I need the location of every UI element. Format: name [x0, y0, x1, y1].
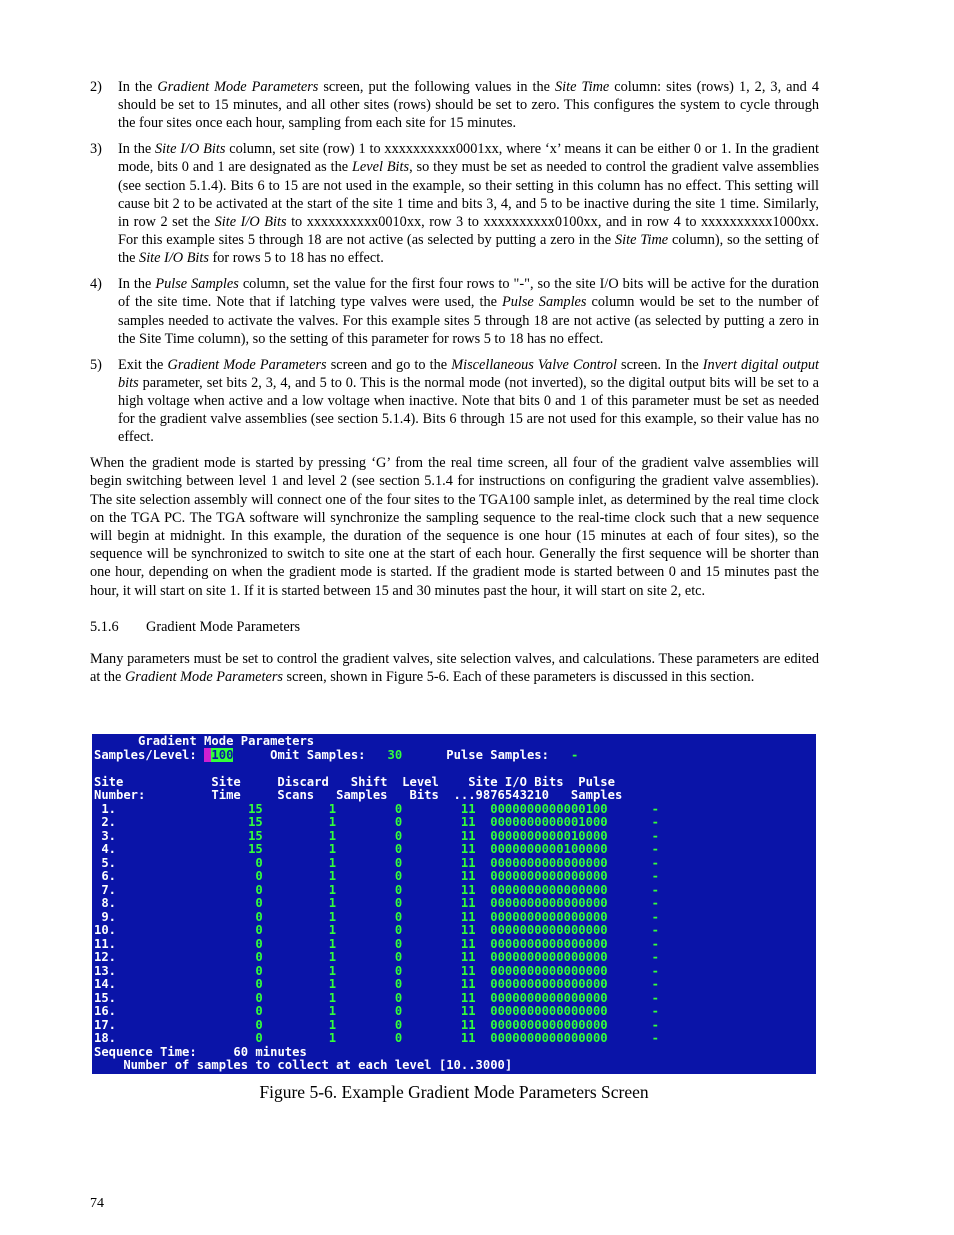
site-number: 9. — [94, 909, 117, 924]
page-number: 74 — [90, 1196, 104, 1211]
site-time: 0 — [116, 1017, 263, 1032]
site-io-bits: 0000000000000000 — [475, 923, 608, 937]
omit-samples-value: 30 — [387, 747, 403, 762]
level-bits: 11 — [402, 1004, 476, 1018]
shift-samples: 0 — [336, 842, 403, 856]
site-io-bits: 0000000000000000 — [475, 1004, 608, 1018]
site-io-bits: 0000000000010000 — [475, 828, 608, 843]
pulse-samples: - — [607, 1031, 660, 1045]
step-number: 3) — [90, 141, 102, 158]
discard-scans: 1 — [262, 923, 337, 937]
terminal-line — [94, 843, 659, 857]
shift-samples: 0 — [336, 950, 403, 964]
terminal-line — [94, 884, 659, 898]
terminal-line — [94, 789, 659, 803]
pulse-samples: - — [607, 855, 660, 870]
site-time: 15 — [116, 842, 263, 856]
site-io-bits: 0000000000000000 — [475, 909, 608, 924]
text-run: In the — [118, 276, 156, 293]
terminal-line — [94, 1019, 659, 1033]
terminal-line — [94, 978, 659, 992]
discard-scans: 1 — [262, 990, 337, 1005]
italic-term: Site I/O Bits — [139, 250, 209, 267]
shift-samples: 0 — [336, 882, 403, 897]
terminal-text-run — [94, 761, 101, 775]
step-number: 5) — [90, 356, 102, 373]
site-number: 3. — [94, 828, 117, 843]
italic-term: Site Time — [555, 79, 610, 95]
italic-term: Site Time — [615, 232, 669, 249]
text-run: column: sites (rows) 1, 2, 3, and 4 should be set to 15 minutes, and all other sites (rows) should be set to zero. This configures the system to cycle through the four sites once each hour, sampling from each site for 15 minutes. — [118, 79, 819, 132]
terminal-line — [94, 992, 659, 1006]
discard-scans: 1 — [262, 815, 337, 829]
discard-scans: 1 — [262, 1031, 337, 1045]
site-number: 7. — [94, 882, 117, 897]
terminal-line — [94, 762, 659, 776]
shift-samples: 0 — [336, 801, 403, 816]
step-item — [90, 78, 819, 133]
site-number: 12. — [94, 950, 117, 964]
site-time: 0 — [116, 882, 263, 897]
site-io-bits: 0000000000000000 — [475, 936, 608, 951]
site-io-bits: 0000000000000000 — [475, 950, 608, 964]
discard-scans: 1 — [262, 828, 337, 843]
shift-samples: 0 — [336, 990, 403, 1005]
shift-samples: 0 — [336, 963, 403, 978]
discard-scans: 1 — [262, 896, 337, 910]
text-run: , so they must be set as needed to control the gradient valve assemblies (see section 5.1.4). Bits 6 to 15 are not used in the example, so their setting in this column has no effect. This setting will cause bit 2 to be activated at the start of the site 1 time and bits 3, 4, and 5 to be inactive during the site 1 time. Similarly, in row 2 set the — [118, 159, 820, 231]
italic-term: Level Bits — [351, 159, 410, 176]
discard-scans: 1 — [262, 842, 337, 856]
text-run: for rows 5 to 18 has no effect. — [208, 250, 384, 267]
terminal-line — [94, 924, 659, 938]
site-io-bits: 0000000000000000 — [475, 990, 608, 1005]
terminal-line — [94, 938, 659, 952]
shift-samples: 0 — [336, 1031, 403, 1045]
shift-samples: 0 — [336, 815, 403, 829]
level-bits: 11 — [402, 855, 476, 870]
sequence-time-value: 60 minutes — [233, 1044, 307, 1059]
terminal-line — [94, 951, 659, 965]
terminal-line — [94, 830, 659, 844]
discard-scans: 1 — [262, 1004, 337, 1018]
pulse-samples: - — [607, 963, 660, 978]
text-run: column, set site (row) 1 to xxxxxxxxxx0001xx, where ‘x’ means it can be either 0 or 1. In the gradient mode, bits 0 and 1 are designated as the — [118, 141, 819, 176]
site-time: 0 — [116, 909, 263, 924]
pulse-samples: - — [607, 828, 660, 843]
text-run: screen and go to the — [326, 356, 452, 373]
site-time: 15 — [116, 801, 263, 816]
terminal-line — [94, 1005, 659, 1019]
italic-term: Gradient Mode Parameters — [124, 669, 283, 686]
level-bits: 11 — [402, 828, 476, 843]
level-bits: 11 — [402, 842, 476, 856]
level-bits: 11 — [402, 815, 476, 829]
site-time: 0 — [116, 869, 263, 883]
site-io-bits: 0000000000100000 — [475, 842, 608, 856]
text-run: Many parameters must be set to control the gradient valves, site selection valves, and calculations. These parameters are edited at the — [90, 651, 819, 686]
site-number: 1. — [94, 801, 117, 816]
shift-samples: 0 — [336, 909, 403, 924]
terminal-line — [94, 1046, 659, 1060]
text-run: to xxxxxxxxxx0010xx, row 3 to xxxxxxxxxx0100xx, and in row 4 to xxxxxxxxxx1000xx. For this example sites 5 through 18 are not active (as selected by putting a zero in the — [118, 214, 819, 249]
site-time: 0 — [116, 950, 263, 964]
column-headers: Site Site Discard Shift Level Site I/O Bits Pulse — [94, 774, 615, 789]
paragraph-intro — [90, 650, 819, 686]
italic-term: Miscellaneous Valve Control — [451, 356, 617, 373]
site-number: 18. — [94, 1031, 117, 1045]
site-io-bits: 0000000000000000 — [475, 855, 608, 870]
samples-per-level-label: Samples/Level: — [94, 747, 205, 762]
italic-term: Site I/O Bits — [214, 214, 287, 231]
column-headers: Number: Time Scans Samples Bits ...9876543210 Samples — [94, 788, 623, 802]
site-io-bits: 0000000000000000 — [475, 896, 608, 910]
site-time: 0 — [116, 936, 263, 951]
text-run: column), so the setting of the — [118, 232, 819, 267]
terminal-line — [94, 776, 659, 790]
italic-term: Gradient Mode Parameters — [167, 356, 327, 373]
site-number: 4. — [94, 842, 117, 856]
discard-scans: 1 — [262, 936, 337, 951]
site-io-bits: 0000000000000000 — [475, 1031, 608, 1045]
discard-scans: 1 — [262, 882, 337, 897]
section-title: Gradient Mode Parameters — [146, 618, 301, 635]
site-time: 0 — [116, 977, 263, 991]
discard-scans: 1 — [262, 855, 337, 870]
site-time: 0 — [116, 923, 263, 937]
figure-caption: Figure 5-6. Example Gradient Mode Parameters Screen — [259, 1082, 649, 1102]
text-run: parameter, set bits 2, 3, 4, and 5 to 0. This is the normal mode (not inverted), so the digital output bits will be set to a high voltage when active and a low voltage when inactive. Note that bits 0 and 1 of this parameter must be set as needed for the gradient valve assemblies (see section 5.1.4). Bits 6 through 15 are not used for this example, so their value has no effect. — [118, 374, 819, 446]
site-number: 10. — [94, 923, 117, 937]
site-time: 0 — [116, 1004, 263, 1018]
shift-samples: 0 — [336, 977, 403, 991]
site-number: 8. — [94, 896, 117, 910]
site-number: 14. — [94, 977, 117, 991]
shift-samples: 0 — [336, 896, 403, 910]
shift-samples: 0 — [336, 923, 403, 937]
shift-samples: 0 — [336, 828, 403, 843]
discard-scans: 1 — [262, 1017, 337, 1032]
discard-scans: 1 — [262, 963, 337, 978]
site-io-bits: 0000000000000000 — [475, 977, 608, 991]
terminal-line — [94, 870, 659, 884]
text-run: screen, shown in Figure 5-6. Each of these parameters is discussed in this section. — [282, 669, 755, 686]
pulse-samples: - — [607, 990, 660, 1005]
text-run: screen, put the following values in the — [318, 79, 556, 95]
site-number: 6. — [94, 869, 117, 883]
section-number: 5.1.6 — [90, 618, 119, 635]
samples-per-level-value: 100 — [211, 747, 234, 762]
discard-scans: 1 — [262, 801, 337, 816]
step-number: 4) — [90, 276, 102, 293]
site-time: 0 — [116, 1031, 263, 1045]
document-body — [90, 78, 819, 694]
text-run: In the — [118, 141, 156, 158]
site-time: 0 — [116, 963, 263, 978]
step-item — [90, 356, 819, 447]
pulse-samples: - — [607, 1017, 660, 1032]
omit-samples-label: Omit Samples: — [233, 747, 388, 762]
shift-samples: 0 — [336, 1004, 403, 1018]
pulse-samples: - — [607, 801, 660, 816]
step-item — [90, 275, 819, 348]
site-number: 2. — [94, 815, 117, 829]
site-time: 15 — [116, 828, 263, 843]
text-run: screen. In the — [616, 356, 703, 373]
level-bits: 11 — [402, 869, 476, 883]
pulse-samples-label: Pulse Samples: — [402, 747, 571, 762]
site-io-bits: 0000000000000000 — [475, 882, 608, 897]
shift-samples: 0 — [336, 855, 403, 870]
terminal-line — [94, 749, 659, 763]
terminal-text — [94, 735, 659, 1073]
level-bits: 11 — [402, 882, 476, 897]
terminal-line — [94, 911, 659, 925]
pulse-samples: - — [607, 815, 660, 829]
terminal-line — [94, 857, 659, 871]
instruction-steps — [90, 78, 819, 447]
terminal-line — [94, 1032, 659, 1046]
help-text: Number of samples to collect at each level [10..3000] — [94, 1058, 513, 1072]
level-bits: 11 — [402, 1017, 476, 1032]
step-item — [90, 140, 819, 267]
terminal-line — [94, 965, 659, 979]
terminal-line — [94, 735, 659, 749]
pulse-samples: - — [607, 882, 660, 897]
site-time: 0 — [116, 990, 263, 1005]
site-io-bits: 0000000000000000 — [475, 869, 608, 883]
terminal-line — [94, 816, 659, 830]
site-time: 0 — [116, 855, 263, 870]
site-number: 5. — [94, 855, 117, 870]
site-io-bits: 0000000000000000 — [475, 963, 608, 978]
level-bits: 11 — [402, 950, 476, 964]
section-heading — [90, 618, 819, 636]
level-bits: 11 — [402, 801, 476, 816]
italic-term: Gradient Mode Parameters — [157, 79, 319, 95]
level-bits: 11 — [402, 909, 476, 924]
pulse-samples-value: - — [570, 747, 579, 762]
level-bits: 11 — [402, 1031, 476, 1045]
italic-term: Invert digital output bits — [118, 356, 819, 391]
italic-term: Pulse Samples — [155, 276, 239, 293]
terminal-line — [94, 1059, 659, 1073]
italic-term: Site I/O Bits — [155, 141, 226, 158]
pulse-samples: - — [607, 936, 660, 951]
paragraph-gradient-start: When the gradient mode is started by pressing ‘G’ from the real time screen, all four of the gradient valve assemblies will begin switching between level 1 and level 2 (see section 5.1.4 for instructions on configuring the gradient valve assemblies). The site selection assembly will connect one of the four sites to the TGA100 sample inlet, as determined by the real time clock on the TGA PC. The TGA software will synchronize the sampling sequence to the real-time clock such that a new sequence will begin at midnight. In this example, the duration of the sequence is one hour (15 minutes at each of four sites), so the sequence will be synchronized to switch to site one at the start of each hour. Generally the first sequence will be shorter than one hour, depending on when the gradient mode is started. If the gradient mode is started between 0 and 15 minutes past the hour, it will start on site 1. If it is started between 15 and 30 minutes past the hour, it will start on site 2, etc. — [90, 455, 819, 599]
site-number: 16. — [94, 1004, 117, 1018]
pulse-samples: - — [607, 842, 660, 856]
pulse-samples: - — [607, 923, 660, 937]
pulse-samples: - — [607, 977, 660, 991]
text-run: Exit the — [118, 356, 168, 373]
discard-scans: 1 — [262, 950, 337, 964]
terminal-line — [94, 803, 659, 817]
level-bits: 11 — [402, 936, 476, 951]
level-bits: 11 — [402, 977, 476, 991]
site-time: 15 — [116, 815, 263, 829]
terminal-line — [94, 897, 659, 911]
site-io-bits: 0000000000000100 — [475, 801, 608, 816]
site-time: 0 — [116, 896, 263, 910]
level-bits: 11 — [402, 923, 476, 937]
sequence-time-label: Sequence Time: — [94, 1044, 234, 1059]
text-run: column would be set to the number of samples needed to activate the valves. For this example sites 5 through 18 are not active (as selected by putting a zero in the Site Time column), so the setting of this parameter for rows 5 to 18 has no effect. — [118, 294, 820, 347]
site-io-bits: 0000000000001000 — [475, 815, 608, 829]
step-number: 2) — [90, 79, 102, 95]
pulse-samples: - — [607, 950, 660, 964]
site-number: 17. — [94, 1017, 117, 1032]
site-number: 13. — [94, 963, 117, 978]
shift-samples: 0 — [336, 936, 403, 951]
site-number: 11. — [94, 936, 117, 951]
discard-scans: 1 — [262, 869, 337, 883]
pulse-samples: - — [607, 909, 660, 924]
level-bits: 11 — [402, 963, 476, 978]
shift-samples: 0 — [336, 869, 403, 883]
discard-scans: 1 — [262, 909, 337, 924]
site-number: 15. — [94, 990, 117, 1005]
gradient-mode-parameters-screen — [92, 734, 816, 1074]
text-run: In the — [118, 79, 158, 95]
pulse-samples: - — [607, 869, 660, 883]
discard-scans: 1 — [262, 977, 337, 991]
level-bits: 11 — [402, 990, 476, 1005]
level-bits: 11 — [402, 896, 476, 910]
pulse-samples: - — [607, 896, 660, 910]
italic-term: Pulse Samples — [502, 294, 587, 311]
pulse-samples: - — [607, 1004, 660, 1018]
site-io-bits: 0000000000000000 — [475, 1017, 608, 1032]
text-run: column, set the value for the first four rows to "-", so the site I/O bits will be active for the duration of the site time. Note that if latching type valves were used, the — [118, 276, 819, 311]
shift-samples: 0 — [336, 1017, 403, 1032]
screen-title: Gradient Mode Parameters — [94, 734, 315, 748]
